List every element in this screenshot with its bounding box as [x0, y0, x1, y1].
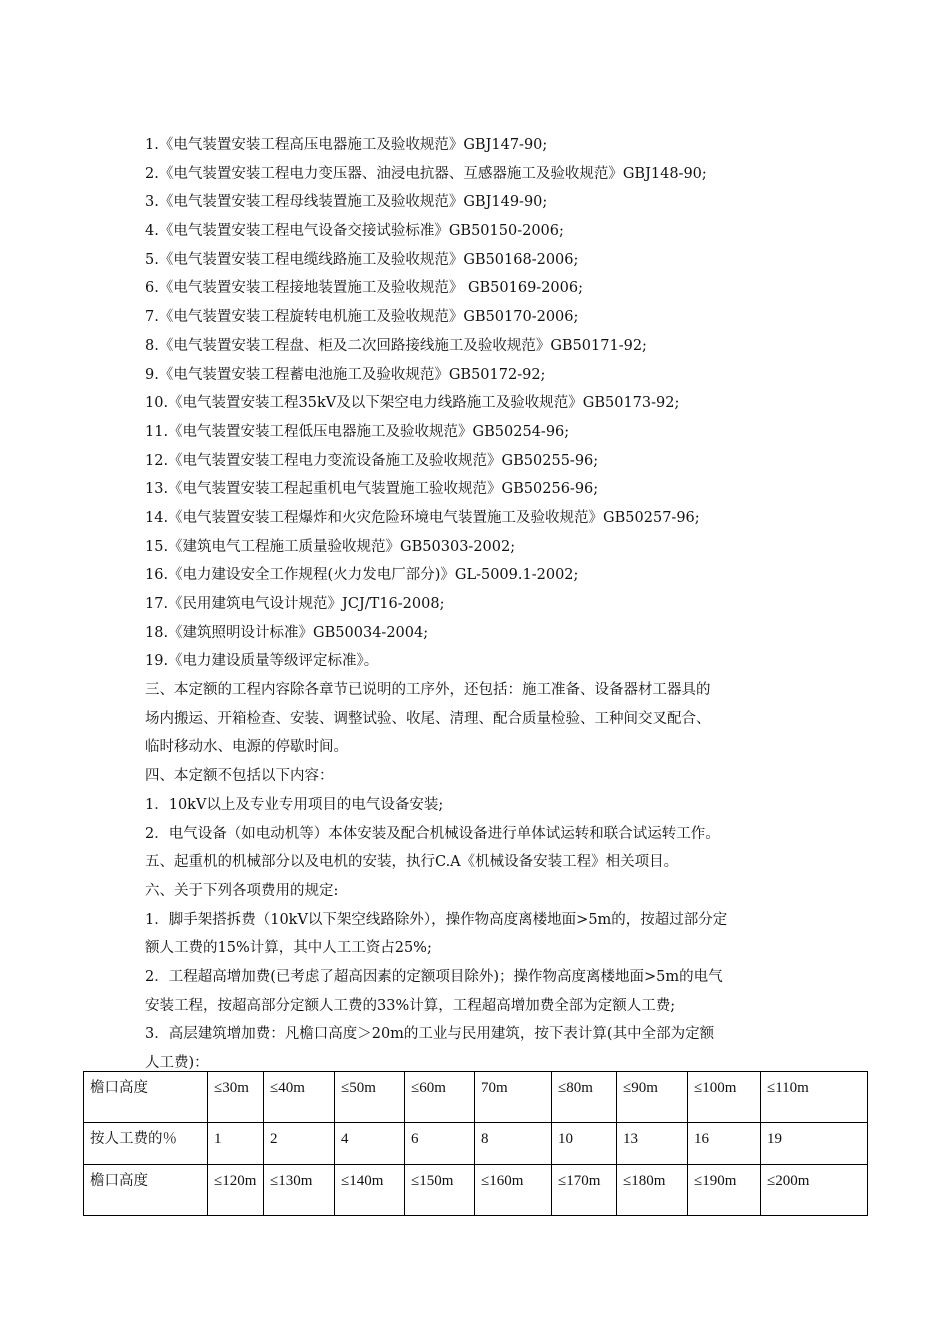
paragraph-line: 四、本定额不包括以下内容： — [145, 768, 334, 785]
table-row — [84, 1072, 868, 1123]
table-cell: ≤60m — [405, 1072, 475, 1123]
standard-item: 19.《电力建设质量等级评定标准》。 — [145, 653, 379, 670]
standard-item: 12.《电气装置安装工程电力变流设备施工及验收规范》GB50255-96; — [145, 452, 599, 469]
table-cell: 10 — [552, 1123, 617, 1165]
standard-item: 4.《电气装置安装工程电气设备交接试验标准》GB50150-2006; — [145, 223, 564, 240]
standard-item: 2.《电气装置安装工程电力变压器、油浸电抗器、互感器施工及验收规范》GBJ148-90; — [145, 165, 707, 182]
paragraph-line: 人工费)： — [145, 1055, 209, 1071]
table-cell: 檐口高度 — [84, 1165, 208, 1216]
surcharge-table-wrapper — [83, 1071, 868, 1216]
standard-item: 17.《民用建筑电气设计规范》JCJ/T16-2008; — [145, 596, 445, 612]
table-cell: ≤120m — [208, 1165, 264, 1216]
standard-item: 18.《建筑照明设计标准》GB50034-2004; — [145, 624, 429, 641]
table-cell: 70m — [475, 1072, 552, 1123]
paragraph-line: 场内搬运、开箱检查、安装、调整试验、收尾、清理、配合质量检验、工种间交叉配合、 — [145, 710, 711, 727]
table-cell: ≤100m — [688, 1072, 761, 1123]
standard-item: 9.《电气装置安装工程蓄电池施工及验收规范》GB50172-92; — [145, 366, 546, 383]
table-cell: 檐口高度 — [84, 1072, 208, 1123]
table-cell: ≤190m — [688, 1165, 761, 1216]
table-cell: 8 — [475, 1123, 552, 1165]
table-cell: 13 — [617, 1123, 688, 1165]
standard-item: 15.《建筑电气工程施工质量验收规范》GB50303-2002; — [145, 538, 516, 555]
table-cell: ≤180m — [617, 1165, 688, 1216]
table-cell: ≤80m — [552, 1072, 617, 1123]
table-cell: 19 — [761, 1123, 868, 1165]
standard-item: 14.《电气装置安装工程爆炸和火灾危险环境电气装置施工及验收规范》GB50257-96; — [145, 509, 700, 526]
paragraph-line: 三、本定额的工程内容除各章节已说明的工序外，还包括：施工准备、设备器材工器具的 — [145, 682, 711, 699]
table-cell: 1 — [208, 1123, 264, 1165]
table-cell: ≤200m — [761, 1165, 868, 1216]
table-cell: 6 — [405, 1123, 475, 1165]
table-cell: ≤50m — [335, 1072, 405, 1123]
standard-item: 5.《电气装置安装工程电缆线路施工及验收规范》GB50168-2006; — [145, 251, 579, 268]
table-cell: ≤40m — [264, 1072, 335, 1123]
table-cell: ≤30m — [208, 1072, 264, 1123]
table-cell: ≤170m — [552, 1165, 617, 1216]
table-cell: ≤140m — [335, 1165, 405, 1216]
table-cell: ≤90m — [617, 1072, 688, 1123]
paragraph-line: 1．脚手架搭拆费（10kV以下架空线路除外），操作物高度离楼地面>5m的，按超过部分定 — [145, 911, 728, 928]
paragraph-line: 2．工程超高增加费(已考虑了超高因素的定额项目除外)；操作物高度离楼地面>5m的电气 — [145, 968, 723, 985]
table-cell: ≤130m — [264, 1165, 335, 1216]
table-cell: ≤150m — [405, 1165, 475, 1216]
paragraph-line: 临时移动水、电源的停歇时间。 — [145, 739, 348, 756]
document-body — [145, 131, 825, 1078]
paragraph-line: 1．10kV以上及专业专用项目的电气设备安装; — [145, 796, 444, 813]
table-cell: 16 — [688, 1123, 761, 1165]
standard-item: 10.《电气装置安装工程35kV及以下架空电力线路施工及验收规范》GB50173-92; — [145, 395, 680, 412]
paragraph-line: 3．高层建筑增加费：凡檐口高度＞20m的工业与民用建筑，按下表计算(其中全部为定额 — [145, 1026, 715, 1043]
standard-item: 13.《电气装置安装工程起重机电气装置施工验收规范》GB50256-96; — [145, 481, 599, 498]
table-cell: 4 — [335, 1123, 405, 1165]
paragraph-line: 六、关于下列各项费用的规定: — [145, 882, 339, 899]
paragraph-line: 五、起重机的机械部分以及电机的安装，执行C.A《机械设备安装工程》相关项目。 — [145, 854, 679, 871]
table-cell: 按人工费的％ — [84, 1123, 208, 1165]
table-row — [84, 1123, 868, 1165]
standard-item: 7.《电气装置安装工程旋转电机施工及验收规范》GB50170-2006; — [145, 309, 579, 326]
paragraph-line: 2．电气设备（如电动机等）本体安装及配合机械设备进行单体试运转和联合试运转工作。 — [145, 825, 720, 842]
standard-item: 1.《电气装置安装工程高压电器施工及验收规范》GBJ147-90; — [145, 137, 548, 153]
standard-item: 8.《电气装置安装工程盘、柜及二次回路接线施工及验收规范》GB50171-92; — [145, 337, 647, 354]
standards-list — [145, 131, 825, 676]
paragraph-line: 安装工程，按超高部分定额人工费的33%计算，工程超高增加费全部为定额人工费; — [145, 997, 676, 1014]
standard-item: 16.《电力建设安全工作规程(火力发电厂部分)》GL-5009.1-2002; — [145, 567, 579, 584]
paragraph-line: 额人工费的15%计算，其中人工工资占25%; — [145, 940, 432, 957]
body-text — [145, 676, 825, 1078]
table-cell: 2 — [264, 1123, 335, 1165]
table-cell: ≤110m — [761, 1072, 868, 1123]
standard-item: 11.《电气装置安装工程低压电器施工及验收规范》GB50254-96; — [145, 423, 570, 440]
table-cell: ≤160m — [475, 1165, 552, 1216]
high-rise-surcharge-table — [83, 1071, 868, 1216]
standard-item: 3.《电气装置安装工程母线装置施工及验收规范》GBJ149-90; — [145, 194, 548, 211]
standard-item: 6.《电气装置安装工程接地装置施工及验收规范》 GB50169-2006; — [145, 280, 583, 297]
table-row — [84, 1165, 868, 1216]
